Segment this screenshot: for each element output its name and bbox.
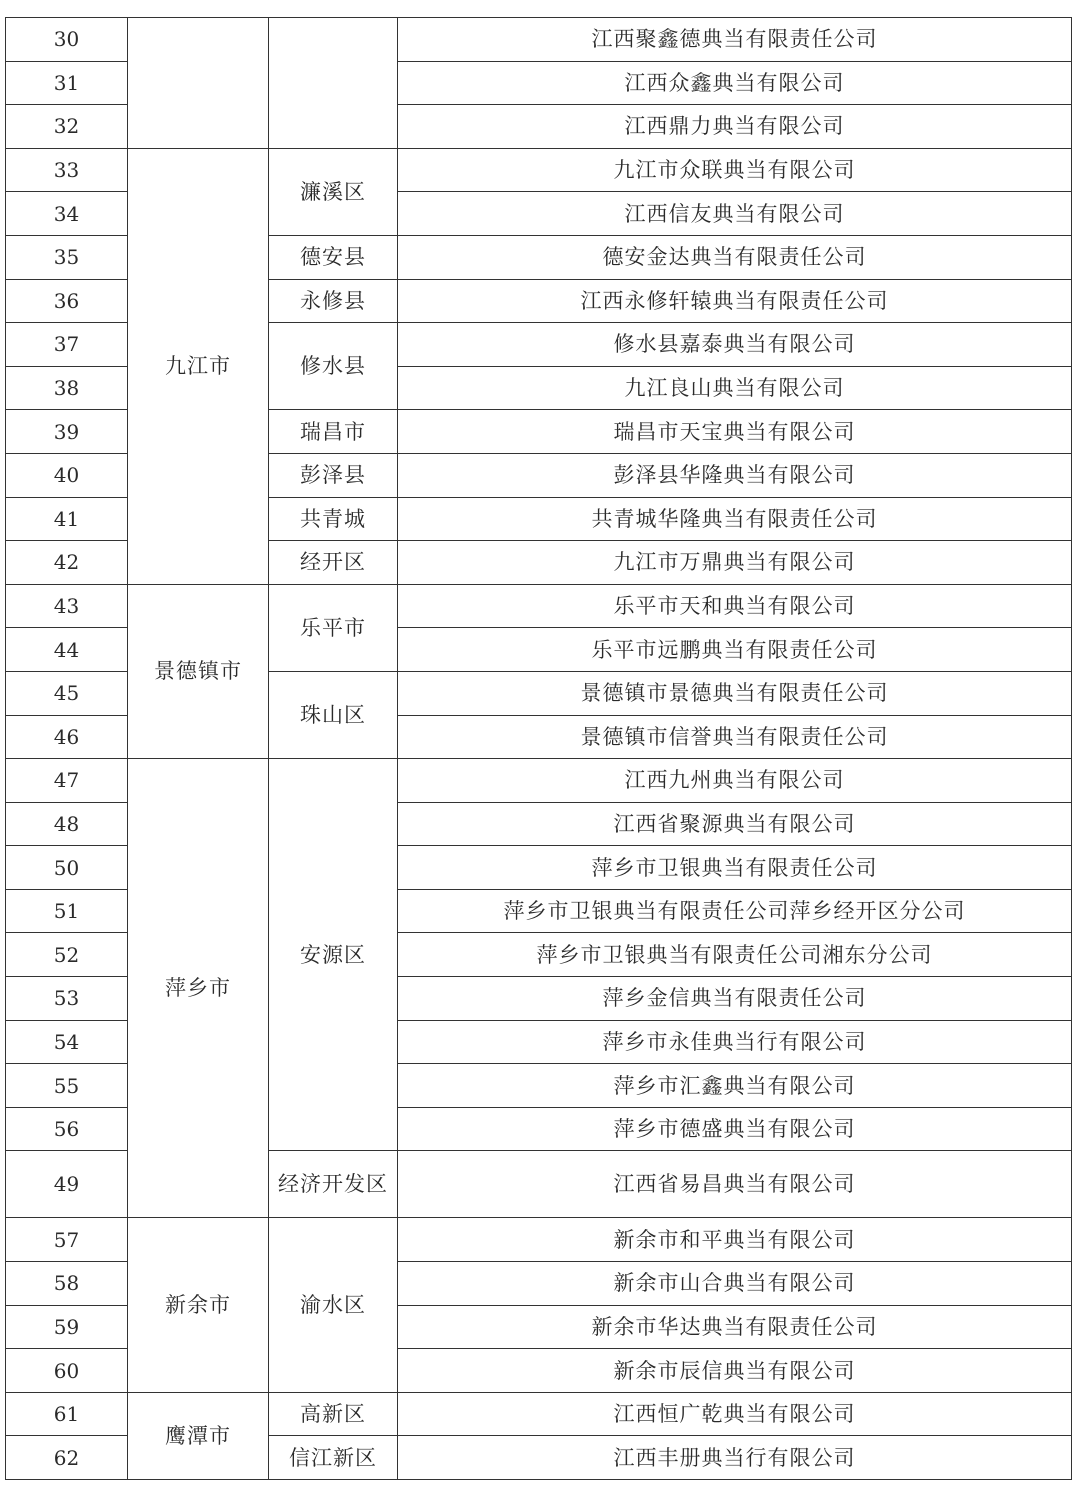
district-cell: 永修县 — [269, 279, 398, 323]
row-number: 30 — [6, 18, 128, 62]
row-number: 50 — [6, 846, 128, 890]
company-name-cell: 新余市山合典当有限公司 — [398, 1262, 1072, 1306]
row-number: 46 — [6, 715, 128, 759]
company-name-cell: 萍乡市卫银典当有限责任公司萍乡经开区分公司 — [398, 889, 1072, 933]
district-cell: 修水县 — [269, 323, 398, 410]
company-name-cell: 德安金达典当有限责任公司 — [398, 235, 1072, 279]
company-name-cell: 新余市和平典当有限公司 — [398, 1218, 1072, 1262]
company-name-cell: 景德镇市景德典当有限责任公司 — [398, 671, 1072, 715]
row-number: 59 — [6, 1305, 128, 1349]
row-number: 39 — [6, 410, 128, 454]
district-cell: 高新区 — [269, 1392, 398, 1436]
company-name-cell: 彭泽县华隆典当有限公司 — [398, 453, 1072, 497]
row-number: 61 — [6, 1392, 128, 1436]
company-name-cell: 九江良山典当有限公司 — [398, 366, 1072, 410]
company-name-cell: 新余市辰信典当有限公司 — [398, 1349, 1072, 1393]
pawnshop-table — [5, 17, 1072, 1480]
company-name-cell: 九江市众联典当有限公司 — [398, 148, 1072, 192]
company-name-cell: 萍乡市汇鑫典当有限公司 — [398, 1064, 1072, 1108]
district-cell: 经济开发区 — [269, 1151, 398, 1218]
district-cell: 渝水区 — [269, 1218, 398, 1392]
company-name-cell: 江西信友典当有限公司 — [398, 192, 1072, 236]
district-cell: 德安县 — [269, 235, 398, 279]
row-number: 41 — [6, 497, 128, 541]
company-name-cell: 新余市华达典当有限责任公司 — [398, 1305, 1072, 1349]
row-number: 57 — [6, 1218, 128, 1262]
district-cell: 安源区 — [269, 759, 398, 1151]
company-name-cell: 共青城华隆典当有限责任公司 — [398, 497, 1072, 541]
row-number: 56 — [6, 1107, 128, 1151]
row-number: 34 — [6, 192, 128, 236]
row-number: 60 — [6, 1349, 128, 1393]
row-number: 62 — [6, 1436, 128, 1480]
company-name-cell: 江西省易昌典当有限公司 — [398, 1151, 1072, 1218]
company-name-cell: 江西恒广乾典当有限公司 — [398, 1392, 1072, 1436]
row-number: 38 — [6, 366, 128, 410]
row-number: 55 — [6, 1064, 128, 1108]
city-cell: 鹰潭市 — [128, 1392, 269, 1479]
district-cell: 乐平市 — [269, 584, 398, 671]
row-number: 51 — [6, 889, 128, 933]
company-name-cell: 乐平市远鹏典当有限责任公司 — [398, 628, 1072, 672]
row-number: 48 — [6, 802, 128, 846]
row-number: 31 — [6, 61, 128, 105]
company-name-cell: 江西省聚源典当有限公司 — [398, 802, 1072, 846]
company-name-cell: 景德镇市信誉典当有限责任公司 — [398, 715, 1072, 759]
district-cell: 珠山区 — [269, 671, 398, 758]
company-name-cell: 萍乡金信典当有限责任公司 — [398, 977, 1072, 1021]
company-name-cell: 萍乡市卫银典当有限责任公司湘东分公司 — [398, 933, 1072, 977]
table-row — [6, 584, 1072, 628]
row-number: 43 — [6, 584, 128, 628]
row-number: 54 — [6, 1020, 128, 1064]
row-number: 36 — [6, 279, 128, 323]
table-row — [6, 148, 1072, 192]
company-name-cell: 江西众鑫典当有限公司 — [398, 61, 1072, 105]
row-number: 53 — [6, 977, 128, 1021]
company-name-cell: 乐平市天和典当有限公司 — [398, 584, 1072, 628]
row-number: 40 — [6, 453, 128, 497]
row-number: 42 — [6, 541, 128, 585]
row-number: 35 — [6, 235, 128, 279]
company-name-cell: 江西聚鑫德典当有限责任公司 — [398, 18, 1072, 62]
company-name-cell: 江西九州典当有限公司 — [398, 759, 1072, 803]
table-row — [6, 18, 1072, 62]
district-cell: 瑞昌市 — [269, 410, 398, 454]
company-name-cell: 萍乡市永佳典当行有限公司 — [398, 1020, 1072, 1064]
row-number: 33 — [6, 148, 128, 192]
district-cell: 经开区 — [269, 541, 398, 585]
district-cell: 共青城 — [269, 497, 398, 541]
table-row — [6, 759, 1072, 803]
table-body — [6, 18, 1072, 1480]
district-cell: 彭泽县 — [269, 453, 398, 497]
district-cell: 信江新区 — [269, 1436, 398, 1480]
district-cell — [269, 18, 398, 149]
table-row — [6, 1218, 1072, 1262]
city-cell: 景德镇市 — [128, 584, 269, 758]
district-cell: 濂溪区 — [269, 148, 398, 235]
company-name-cell: 江西丰册典当行有限公司 — [398, 1436, 1072, 1480]
company-name-cell: 九江市万鼎典当有限公司 — [398, 541, 1072, 585]
company-name-cell: 萍乡市卫银典当有限责任公司 — [398, 846, 1072, 890]
city-cell: 九江市 — [128, 148, 269, 584]
company-name-cell: 江西鼎力典当有限公司 — [398, 105, 1072, 149]
company-name-cell: 江西永修轩辕典当有限责任公司 — [398, 279, 1072, 323]
row-number: 52 — [6, 933, 128, 977]
row-number: 44 — [6, 628, 128, 672]
row-number: 49 — [6, 1151, 128, 1218]
city-cell — [128, 18, 269, 149]
city-cell: 萍乡市 — [128, 759, 269, 1218]
company-name-cell: 萍乡市德盛典当有限公司 — [398, 1107, 1072, 1151]
row-number: 45 — [6, 671, 128, 715]
row-number: 58 — [6, 1262, 128, 1306]
row-number: 32 — [6, 105, 128, 149]
row-number: 37 — [6, 323, 128, 367]
row-number: 47 — [6, 759, 128, 803]
city-cell: 新余市 — [128, 1218, 269, 1392]
company-name-cell: 修水县嘉泰典当有限公司 — [398, 323, 1072, 367]
company-name-cell: 瑞昌市天宝典当有限公司 — [398, 410, 1072, 454]
table-row — [6, 1392, 1072, 1436]
